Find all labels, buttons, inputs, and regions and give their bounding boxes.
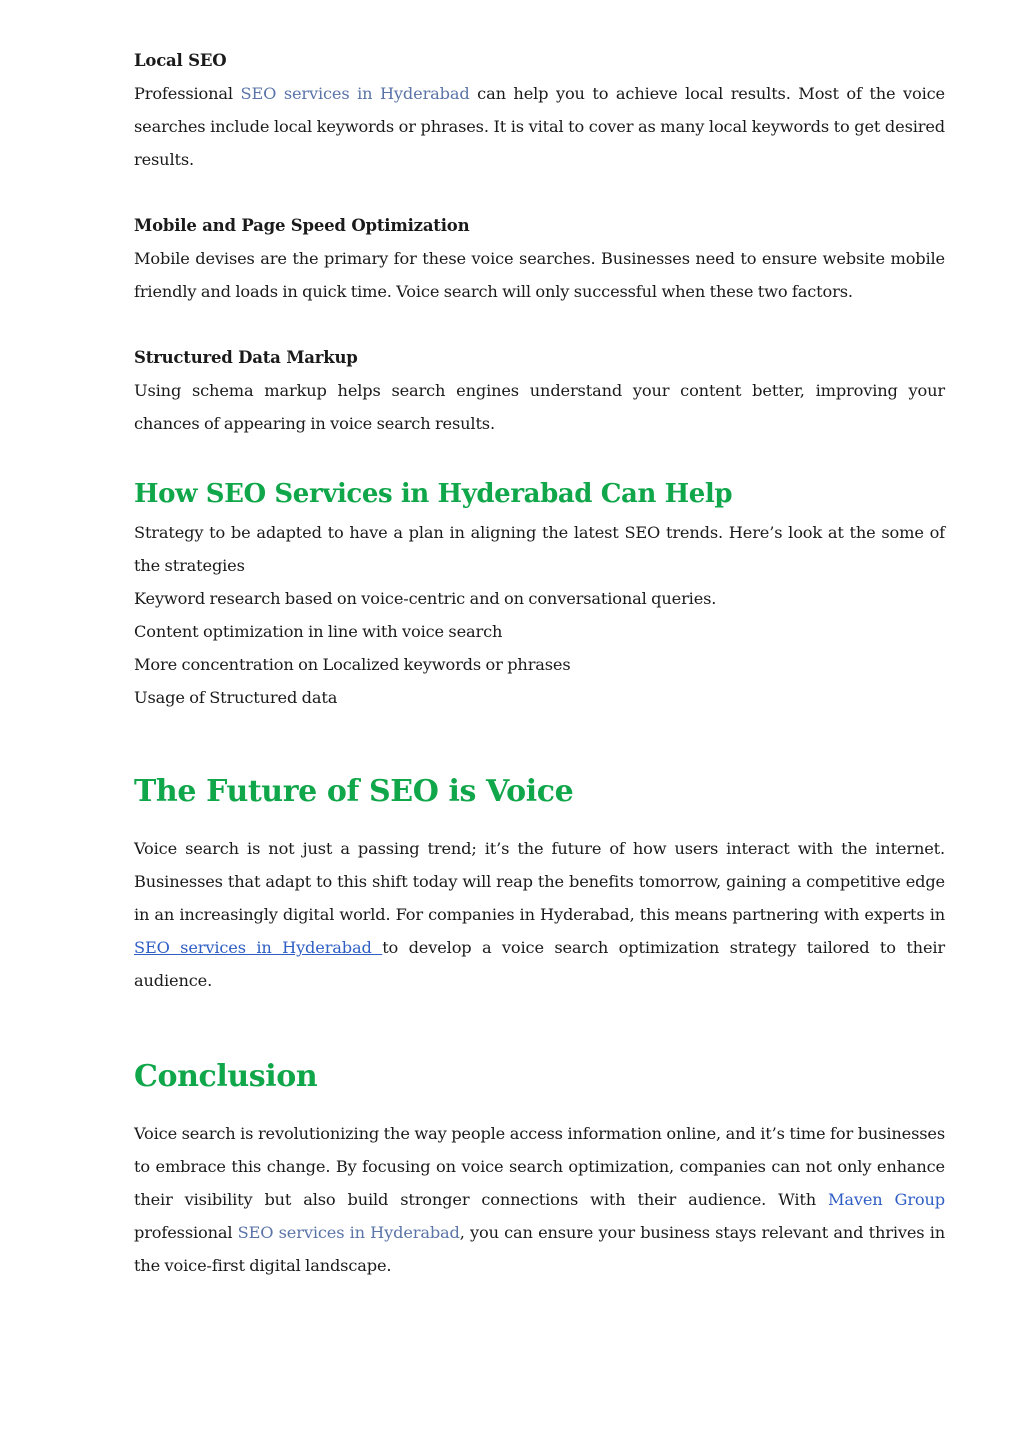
strategy-item: Usage of Structured data bbox=[134, 688, 338, 707]
local-seo-text-before: Professional bbox=[134, 84, 241, 103]
seo-services-link-2[interactable]: SEO services in Hyderabad bbox=[134, 938, 383, 957]
future-seo-heading: The Future of SEO is Voice bbox=[134, 774, 574, 809]
spacer bbox=[134, 997, 945, 1055]
how-seo-help-intro: Strategy to be adapted to have a plan in aligning the latest SEO trends. Here’s look at the some of the strategies bbox=[134, 523, 945, 575]
local-seo-paragraph bbox=[134, 77, 945, 176]
spacer bbox=[134, 714, 945, 770]
seo-services-link-3[interactable]: SEO services in Hyderabad bbox=[237, 1223, 460, 1242]
spacer bbox=[134, 176, 945, 209]
local-seo-heading: Local SEO bbox=[134, 51, 227, 70]
strategy-item: More concentration on Localized keywords or phrases bbox=[134, 655, 571, 674]
conclusion-text-after: , you can ensure your business stays relevant and thrives in the voice-first digital landscape. bbox=[134, 1223, 946, 1275]
strategy-item: Keyword research based on voice-centric and on conversational queries. bbox=[134, 589, 717, 608]
future-text-before: Voice search is not just a passing trend; it’s the future of how users interact with the internet. Businesses that adapt to this shift today will reap the benefits tomorrow, gaining a competitive edge in an increasingly digital world. For companies in Hyderabad, this means partnering with experts in bbox=[134, 839, 945, 924]
conclusion-text-middle: professional bbox=[134, 1223, 238, 1242]
strategy-item: Content optimization in line with voice search bbox=[134, 622, 503, 641]
document-page bbox=[134, 44, 945, 1282]
seo-services-link-1[interactable]: SEO services in Hyderabad bbox=[240, 84, 470, 103]
mobile-speed-paragraph: Mobile devises are the primary for these voice searches. Businesses need to ensure website mobile friendly and loads in quick time. Voice search will only successful when these two factors. bbox=[134, 249, 945, 301]
mobile-speed-heading: Mobile and Page Speed Optimization bbox=[134, 216, 470, 235]
spacer bbox=[134, 440, 945, 474]
how-seo-help-heading: How SEO Services in Hyderabad Can Help bbox=[134, 479, 733, 509]
conclusion-text-before: Voice search is revolutionizing the way people access information online, and it’s time for businesses to embrace this change. By focusing on voice search optimization, companies can not only enhance their visibility but also build stronger connections with their audience. With bbox=[134, 1124, 945, 1209]
local-seo-text-after: can help you to achieve local results. Most of the voice searches include local keywords or phrases. It is vital to cover as many local keywords to get desired results. bbox=[134, 84, 945, 169]
spacer bbox=[134, 814, 945, 832]
spacer bbox=[134, 308, 945, 341]
structured-data-paragraph: Using schema markup helps search engines understand your content better, improving your chances of appearing in voice search results. bbox=[134, 381, 945, 433]
structured-data-heading: Structured Data Markup bbox=[134, 348, 358, 367]
future-text-after: to develop a voice search optimization strategy tailored to their audience. bbox=[134, 938, 945, 990]
conclusion-heading: Conclusion bbox=[134, 1059, 318, 1094]
future-seo-paragraph bbox=[134, 832, 945, 997]
maven-group-link[interactable]: Maven Group bbox=[827, 1190, 945, 1209]
spacer bbox=[134, 1099, 945, 1117]
conclusion-paragraph bbox=[134, 1117, 945, 1282]
